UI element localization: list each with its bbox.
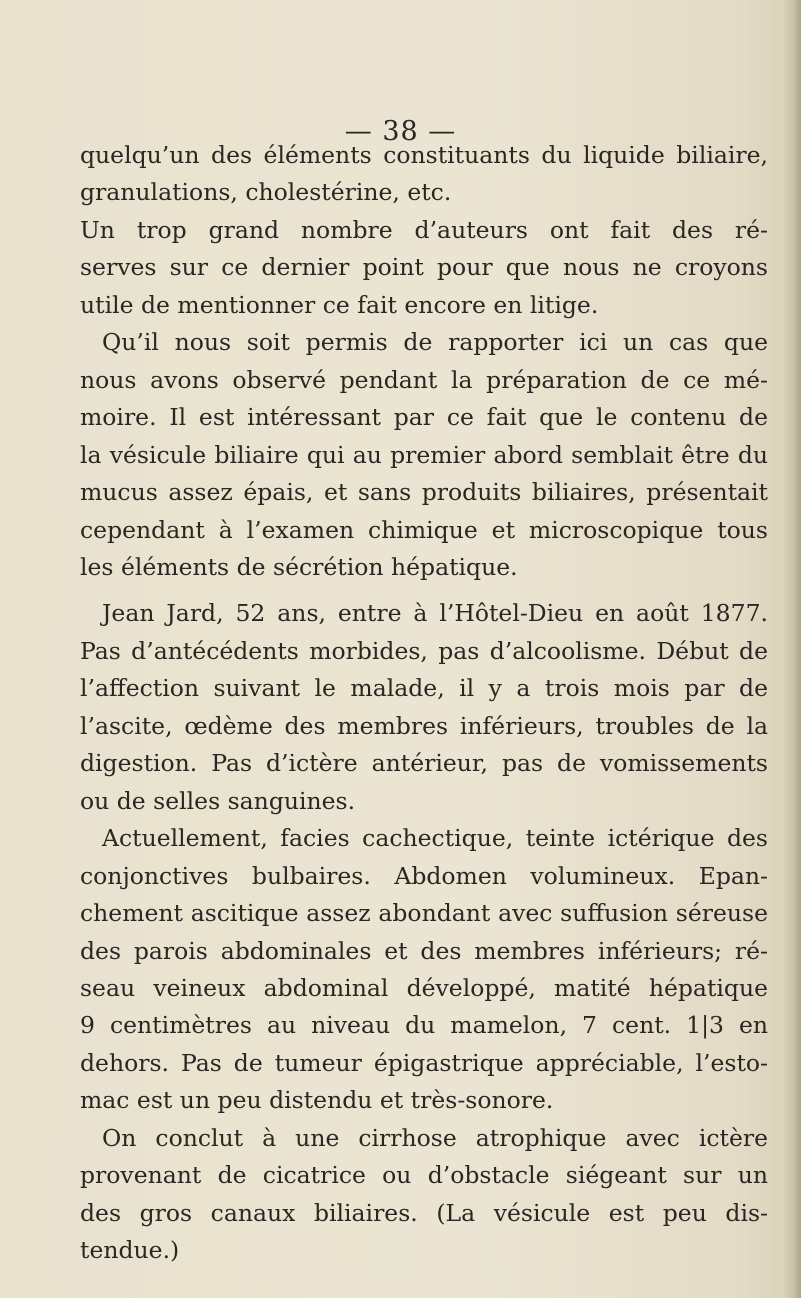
- text-line: mac est un peu distendu et très-sonore.: [80, 1086, 554, 1115]
- text-line: nous avons observé pendant la préparation de ce mé-: [80, 365, 768, 394]
- paragraph: [80, 820, 768, 1120]
- text-line: mucus assez épais, et sans produits biliaires, présentait: [80, 478, 768, 507]
- text-line: serves sur ce dernier point pour que nous ne croyons: [80, 253, 768, 282]
- text-line: Actuellement, facies cachectique, teinte ictérique des: [102, 824, 768, 853]
- text-line: la vésicule biliaire qui au premier abord semblait être du: [80, 440, 768, 469]
- paragraph: [80, 212, 768, 324]
- text-line: seau veineux abdominal développé, matité hépatique: [80, 973, 768, 1002]
- text-line: l’ascite, œdème des membres inférieurs, troubles de la: [80, 711, 768, 740]
- page-edge-shadow: [783, 0, 801, 1298]
- paragraph: [80, 1120, 768, 1270]
- text-line: chement ascitique assez abondant avec suffusion séreuse: [80, 899, 768, 928]
- paragraph: [80, 137, 768, 212]
- text-line: digestion. Pas d’ictère antérieur, pas de vomissements: [80, 749, 768, 778]
- text-line: conjonctives bulbaires. Abdomen volumineux. Epan-: [80, 861, 768, 890]
- text-line: les éléments de sécrétion hépatique.: [80, 552, 518, 581]
- text-line: quelqu’un des éléments constituants du liquide biliaire,: [80, 141, 768, 169]
- text-line: Qu’il nous soit permis de rapporter ici un cas que: [102, 328, 768, 357]
- text-line: 9 centimètres au niveau du mamelon, 7 cent. 1|3 en: [80, 1011, 768, 1040]
- page-number: — 38 —: [344, 116, 457, 147]
- text-line: Pas d’antécédents morbides, pas d’alcoolisme. Début de: [80, 636, 768, 665]
- text-line: On conclut à une cirrhose atrophique avec ictère: [102, 1123, 768, 1152]
- text-line: tendue.): [80, 1236, 180, 1265]
- paragraph-gap: [80, 586, 768, 595]
- text-line: utile de mentionner ce fait encore en litige.: [80, 290, 599, 319]
- paragraph: [80, 324, 768, 586]
- text-line: des gros canaux biliaires. (La vésicule est peu dis-: [80, 1198, 768, 1227]
- text-line: des parois abdominales et des membres inférieurs; ré-: [80, 936, 768, 965]
- text-line: ou de selles sanguines.: [80, 786, 356, 815]
- text-line: moire. Il est intéressant par ce fait que le contenu de: [80, 403, 768, 432]
- body-text: [80, 137, 768, 1270]
- text-line: provenant de cicatrice ou d’obstacle siégeant sur un: [80, 1161, 768, 1190]
- text-line: cependant à l’examen chimique et microscopique tous: [80, 515, 768, 544]
- text-line: Jean Jard, 52 ans, entre à l’Hôtel-Dieu en août 1877.: [102, 599, 768, 628]
- text-line: Un trop grand nombre d’auteurs ont fait des ré-: [80, 215, 768, 244]
- paragraph: [80, 595, 768, 820]
- text-line: granulations, cholestérine, etc.: [80, 178, 452, 207]
- text-line: dehors. Pas de tumeur épigastrique appréciable, l’esto-: [80, 1048, 768, 1077]
- text-line: l’affection suivant le malade, il y a trois mois par de: [80, 674, 768, 703]
